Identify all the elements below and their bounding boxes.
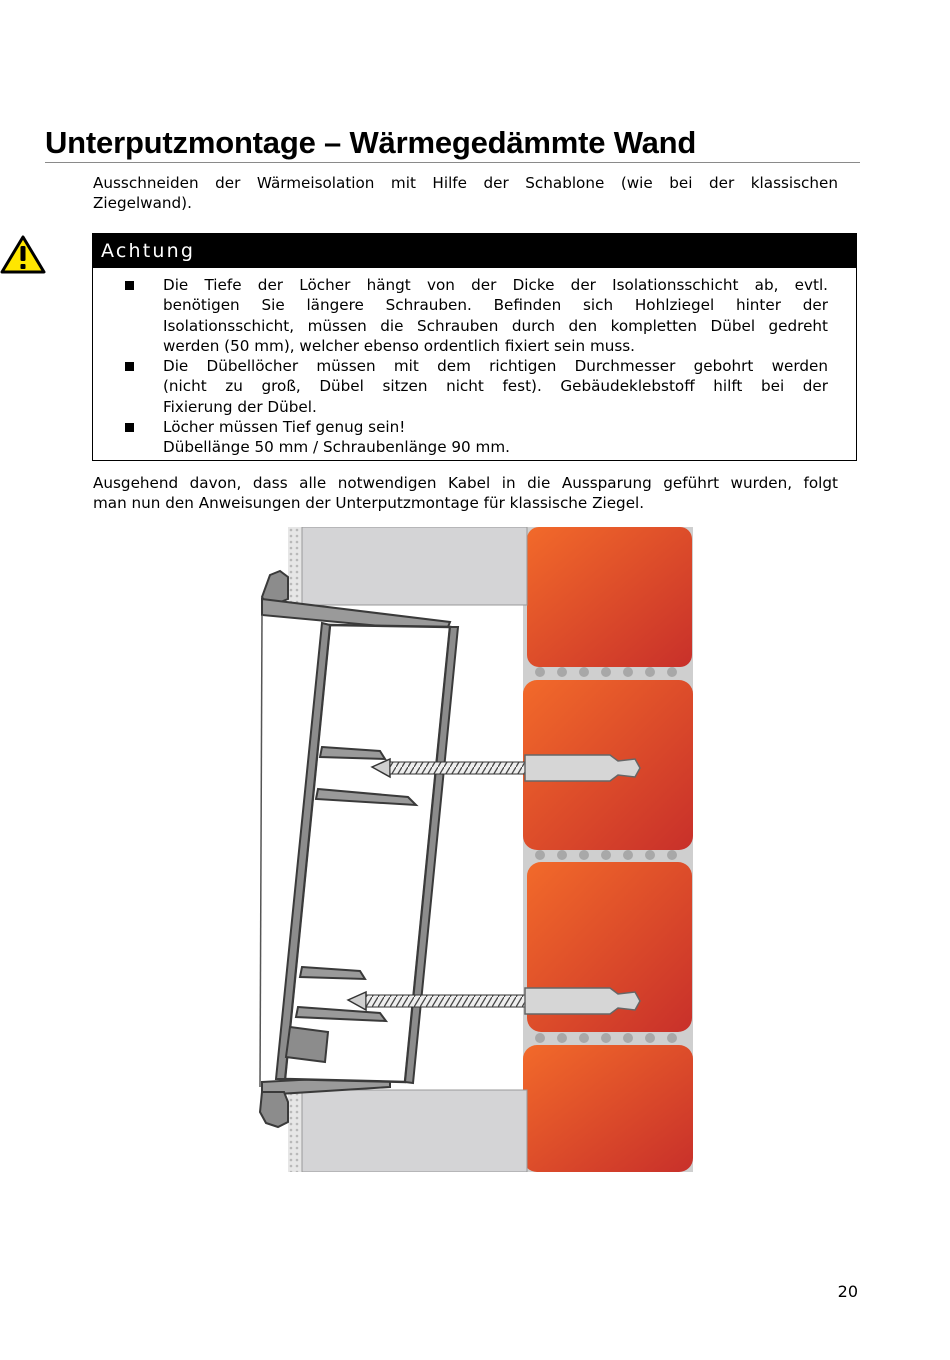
page-number: 20 — [837, 1282, 858, 1301]
warning-list — [93, 275, 856, 458]
bullet-icon — [125, 423, 134, 432]
warning-line: Dübellänge 50 mm / Schraubenlänge 90 mm. — [163, 438, 510, 457]
intro-paragraph — [93, 173, 838, 214]
warning-box — [92, 233, 857, 461]
page-title: Unterputzmontage – Wärmegedämmte Wand — [45, 124, 860, 163]
warning-line: (nicht zu groß, Dübel sitzen nicht fest). Gebäudeklebstoff hilft bei der — [163, 377, 828, 396]
warning-item — [93, 275, 856, 356]
intro-line: Ausschneiden der Wärmeisolation mit Hilfe der Schablone (wie bei der klassischen — [93, 174, 838, 192]
flush-box — [260, 571, 458, 1127]
warning-line: benötigen Sie längere Schrauben. Befinden sich Hohlziegel hinter der — [163, 296, 828, 315]
outro-line: man nun den Anweisungen der Unterputzmontage für klassische Ziegel. — [93, 494, 645, 513]
warning-heading: Achtung — [93, 234, 856, 268]
warning-line: Löcher müssen Tief genug sein! — [163, 418, 406, 437]
bullet-icon — [125, 281, 134, 290]
outro-line: Ausgehend davon, dass alle notwendigen Kabel in die Aussparung geführt wurden, folgt — [93, 474, 838, 492]
warning-item — [93, 417, 856, 458]
intro-line: Ziegelwand). — [93, 194, 192, 213]
brick — [523, 1045, 693, 1172]
brick — [527, 527, 692, 667]
warning-item — [93, 356, 856, 417]
outro-paragraph — [93, 473, 838, 514]
brick-wall — [523, 527, 693, 1172]
warning-triangle-icon — [0, 234, 46, 274]
warning-line: Die Tiefe der Löcher hängt von der Dicke der Isolationsschicht ab, evtl. — [163, 276, 828, 294]
warning-line: werden (50 mm), welcher ebenso ordentlich fixiert sein muss. — [163, 336, 636, 355]
warning-line: Fixierung der Dübel. — [163, 397, 317, 416]
mounting-illustration — [240, 527, 695, 1172]
warning-line: Die Dübellöcher müssen mit dem richtigen Durchmesser gebohrt werden — [163, 357, 828, 376]
warning-line: Isolationsschicht, müssen die Schrauben durch den kompletten Dübel gedreht — [163, 316, 828, 335]
bullet-icon — [125, 362, 134, 371]
